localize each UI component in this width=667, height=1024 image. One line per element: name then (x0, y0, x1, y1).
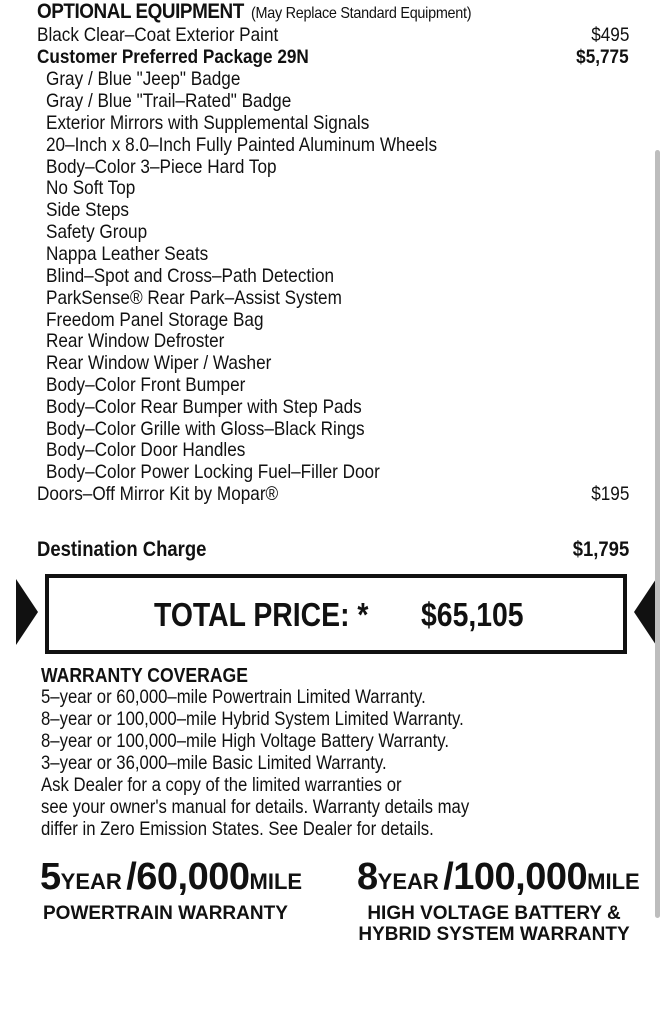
list-item: Blind–Spot and Cross–Path Detection (46, 265, 335, 287)
list-item: Safety Group (46, 221, 148, 243)
right-arrow-marker (634, 579, 656, 645)
list-item: 20–Inch x 8.0–Inch Fully Painted Aluminum Wheels (46, 134, 438, 156)
powertrain-years: 5 (40, 856, 61, 898)
warranty-line: 3–year or 36,000–mile Basic Limited Warranty. (41, 753, 387, 774)
total-price-value: $65,105 (421, 596, 524, 633)
powertrain-warranty-badge (40, 856, 302, 899)
list-item: Nappa Leather Seats (46, 243, 209, 265)
list-item: Freedom Panel Storage Bag (46, 309, 264, 331)
battery-caption (356, 903, 632, 945)
list-item: Body–Color Grille with Gloss–Black Rings (46, 418, 365, 440)
battery-caption-line2: HYBRID SYSTEM WARRANTY (358, 924, 630, 945)
package-price: $5,775 (576, 46, 629, 68)
mirror-kit-price: $195 (590, 483, 629, 505)
list-item: Exterior Mirrors with Supplemental Signals (46, 112, 370, 134)
list-item: Body–Color Power Locking Fuel–Filler Door (46, 461, 380, 483)
scrollbar[interactable] (655, 150, 660, 918)
list-item: No Soft Top (46, 177, 136, 199)
warranty-line: differ in Zero Emission States. See Dealer for details. (41, 819, 434, 840)
warranty-line: Ask Dealer for a copy of the limited warranties or (41, 775, 402, 796)
warranty-line: see your owner's manual for details. Warranty details may (41, 797, 470, 818)
warranty-title: WARRANTY COVERAGE (41, 665, 248, 687)
battery-warranty-badge (357, 856, 640, 899)
left-arrow-marker (16, 579, 38, 645)
battery-year-word: YEAR (377, 869, 439, 894)
powertrain-year-word: YEAR (60, 869, 122, 894)
optional-equipment-heading: OPTIONAL EQUIPMENT (37, 0, 244, 23)
list-item: ParkSense® Rear Park–Assist System (46, 287, 342, 309)
list-item: Body–Color Front Bumper (46, 374, 246, 396)
optional-equipment-subtitle: (May Replace Standard Equipment) (251, 5, 472, 22)
warranty-line: 5–year or 60,000–mile Powertrain Limited Warranty. (41, 687, 426, 708)
optional-equipment-title (37, 0, 471, 24)
powertrain-miles: 60,000 (136, 856, 250, 898)
powertrain-slash: / (126, 856, 137, 898)
list-item: Side Steps (46, 199, 129, 221)
battery-mile-word: MILE (587, 869, 640, 894)
battery-slash: / (443, 856, 454, 898)
warranty-line: 8–year or 100,000–mile High Voltage Battery Warranty. (41, 731, 450, 752)
list-item: Body–Color Rear Bumper with Step Pads (46, 396, 362, 418)
mirror-kit-label: Doors–Off Mirror Kit by Mopar® (37, 483, 279, 505)
package-label: Customer Preferred Package 29N (37, 46, 309, 68)
total-price-label: TOTAL PRICE: * (154, 596, 369, 633)
warranty-line: 8–year or 100,000–mile Hybrid System Limited Warranty. (41, 709, 464, 730)
paint-label: Black Clear–Coat Exterior Paint (37, 24, 279, 46)
powertrain-caption: POWERTRAIN WARRANTY (43, 903, 288, 924)
list-item: Gray / Blue "Jeep" Badge (46, 68, 241, 90)
destination-label: Destination Charge (37, 538, 207, 561)
list-item: Rear Window Wiper / Washer (46, 352, 272, 374)
paint-price: $495 (590, 24, 629, 46)
list-item: Rear Window Defroster (46, 330, 225, 352)
list-item: Body–Color Door Handles (46, 439, 246, 461)
battery-years: 8 (357, 856, 378, 898)
powertrain-mile-word: MILE (249, 869, 303, 894)
destination-price: $1,795 (572, 538, 629, 561)
battery-caption-line1: HIGH VOLTAGE BATTERY & (367, 903, 621, 924)
total-price-box (45, 574, 627, 654)
list-item: Gray / Blue "Trail–Rated" Badge (46, 90, 292, 112)
battery-miles: 100,000 (453, 856, 588, 898)
list-item: Body–Color 3–Piece Hard Top (46, 156, 277, 178)
